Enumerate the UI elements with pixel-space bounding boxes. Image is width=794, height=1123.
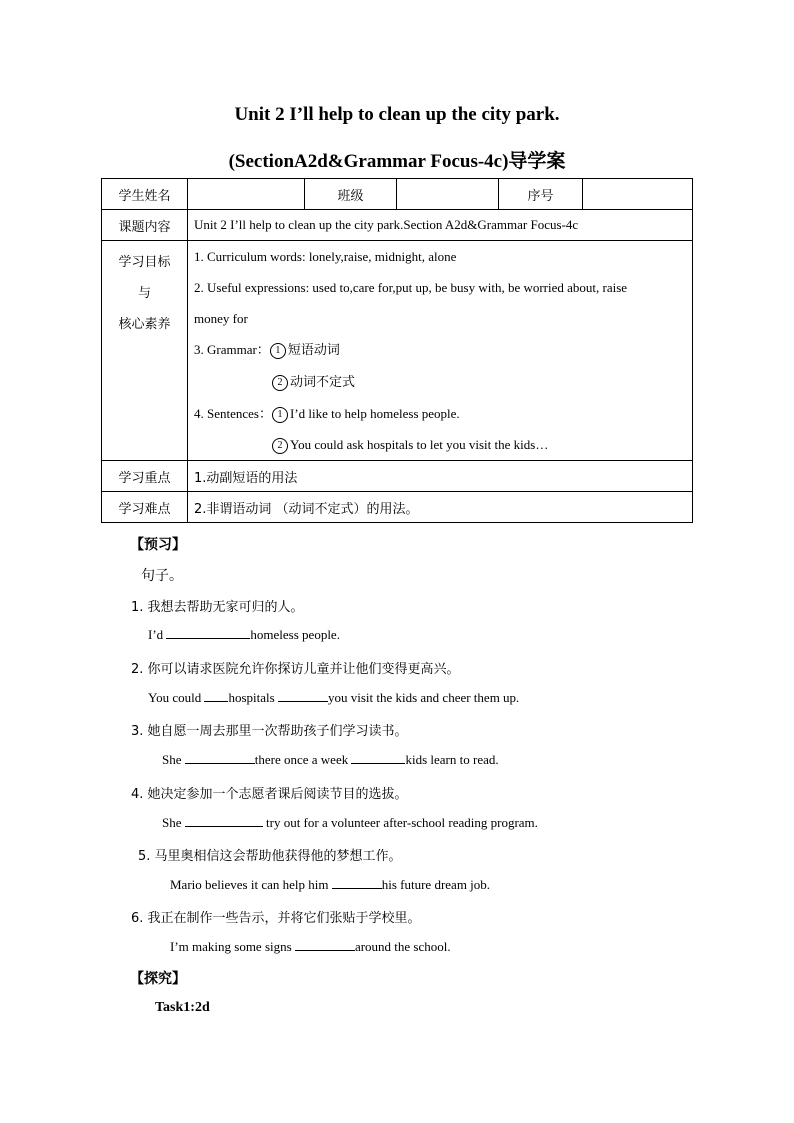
topic-value: Unit 2 I’ll help to clean up the city park.Section A2d&Grammar Focus-4c xyxy=(188,210,693,241)
goal-4-line-2 xyxy=(194,429,686,460)
blank-6[interactable] xyxy=(185,815,263,827)
blank-4[interactable] xyxy=(185,752,255,764)
goal-4-item-2: You could ask hospitals to let you visit the kids… xyxy=(290,437,549,452)
name-label: 学生姓名 xyxy=(102,179,188,210)
goal-3-item-2: 动词不定式 xyxy=(290,375,356,390)
goals-label xyxy=(102,241,188,461)
circle-2-icon: 2 xyxy=(272,438,288,454)
circle-1-icon: 1 xyxy=(270,343,286,359)
class-label: 班级 xyxy=(305,179,397,210)
class-field[interactable] xyxy=(397,179,499,210)
circle-2-icon: 2 xyxy=(272,375,288,391)
info-table xyxy=(101,178,693,523)
goal-1: 1. Curriculum words: lonely,raise, midnight, alone xyxy=(194,249,457,264)
goals-content xyxy=(188,241,693,461)
goals-label-line-3: 核心素养 xyxy=(118,317,171,332)
sentence-4-cn: 4. 她决定参加一个志愿者课后阅读节目的选拔。 xyxy=(131,787,408,802)
sentence-5-cn: 5. 马里奥相信这会帮助他获得他的梦想工作。 xyxy=(138,849,402,864)
title-line-2: (SectionA2d&Grammar Focus-4c)导学案 xyxy=(228,151,566,172)
topic-label: 课题内容 xyxy=(102,210,188,241)
sentence-3-cn: 3. 她自愿一周去那里一次帮助孩子们学习读书。 xyxy=(131,724,408,739)
goal-3 xyxy=(194,334,686,366)
title-line-1: Unit 2 I’ll help to clean up the city park. xyxy=(234,104,560,125)
goal-2b: money for xyxy=(194,311,248,326)
sentence-4-en: She try out for a volunteer after-school reading program. xyxy=(162,815,538,830)
name-field[interactable] xyxy=(188,179,305,210)
goal-2a: 2. Useful expressions: used to,care for,put up, be busy with, be worried about, raise xyxy=(194,280,628,295)
blank-3[interactable] xyxy=(278,690,328,702)
sentence-6-en: I’m making some signs around the school. xyxy=(170,939,451,954)
preview-intro: 句子。 xyxy=(141,568,183,584)
blank-1[interactable] xyxy=(166,627,250,639)
difficulty-value: 2.非谓语动词 （动词不定式）的用法。 xyxy=(188,492,693,523)
goals-label-line-2: 与 xyxy=(137,286,151,301)
goal-3-item-1: 短语动词 xyxy=(287,343,340,358)
sentence-1-cn: 1. 我想去帮助无家可归的人。 xyxy=(131,600,304,615)
number-field[interactable] xyxy=(583,179,693,210)
goal-4-prefix: 4. Sentences： xyxy=(194,406,272,421)
sentence-6-cn: 6. 我正在制作一些告示，并将它们张贴于学校里。 xyxy=(131,911,421,926)
blank-7[interactable] xyxy=(332,877,382,889)
number-label: 序号 xyxy=(499,179,583,210)
sentence-5-en: Mario believes it can help him his future dream job. xyxy=(170,877,491,892)
preview-heading: 【预习】 xyxy=(130,537,186,553)
goal-4-item-1: I’d like to help homeless people. xyxy=(289,406,460,421)
key-points-value: 1.动副短语的用法 xyxy=(188,461,693,492)
blank-8[interactable] xyxy=(295,939,355,951)
sentence-1-en: I’d homeless people. xyxy=(148,627,340,642)
sentence-2-en: You could hospitals you visit the kids and cheer them up. xyxy=(148,690,520,705)
goal-3-prefix: 3. Grammar： xyxy=(194,342,270,357)
difficulty-label: 学习难点 xyxy=(102,492,188,523)
circle-1-icon: 1 xyxy=(272,407,288,423)
blank-2[interactable] xyxy=(204,690,228,702)
goals-label-line-1: 学习目标 xyxy=(118,255,171,270)
goal-3-line-2 xyxy=(194,366,686,398)
task-label: Task1:2d xyxy=(155,1000,210,1015)
blank-5[interactable] xyxy=(351,752,405,764)
sentence-3-en: She there once a week kids learn to read. xyxy=(162,752,499,767)
sentence-2-cn: 2. 你可以请求医院允许你探访儿童并让他们变得更高兴。 xyxy=(131,662,460,677)
goal-4 xyxy=(194,398,686,429)
key-points-label: 学习重点 xyxy=(102,461,188,492)
explore-heading: 【探究】 xyxy=(130,971,186,987)
